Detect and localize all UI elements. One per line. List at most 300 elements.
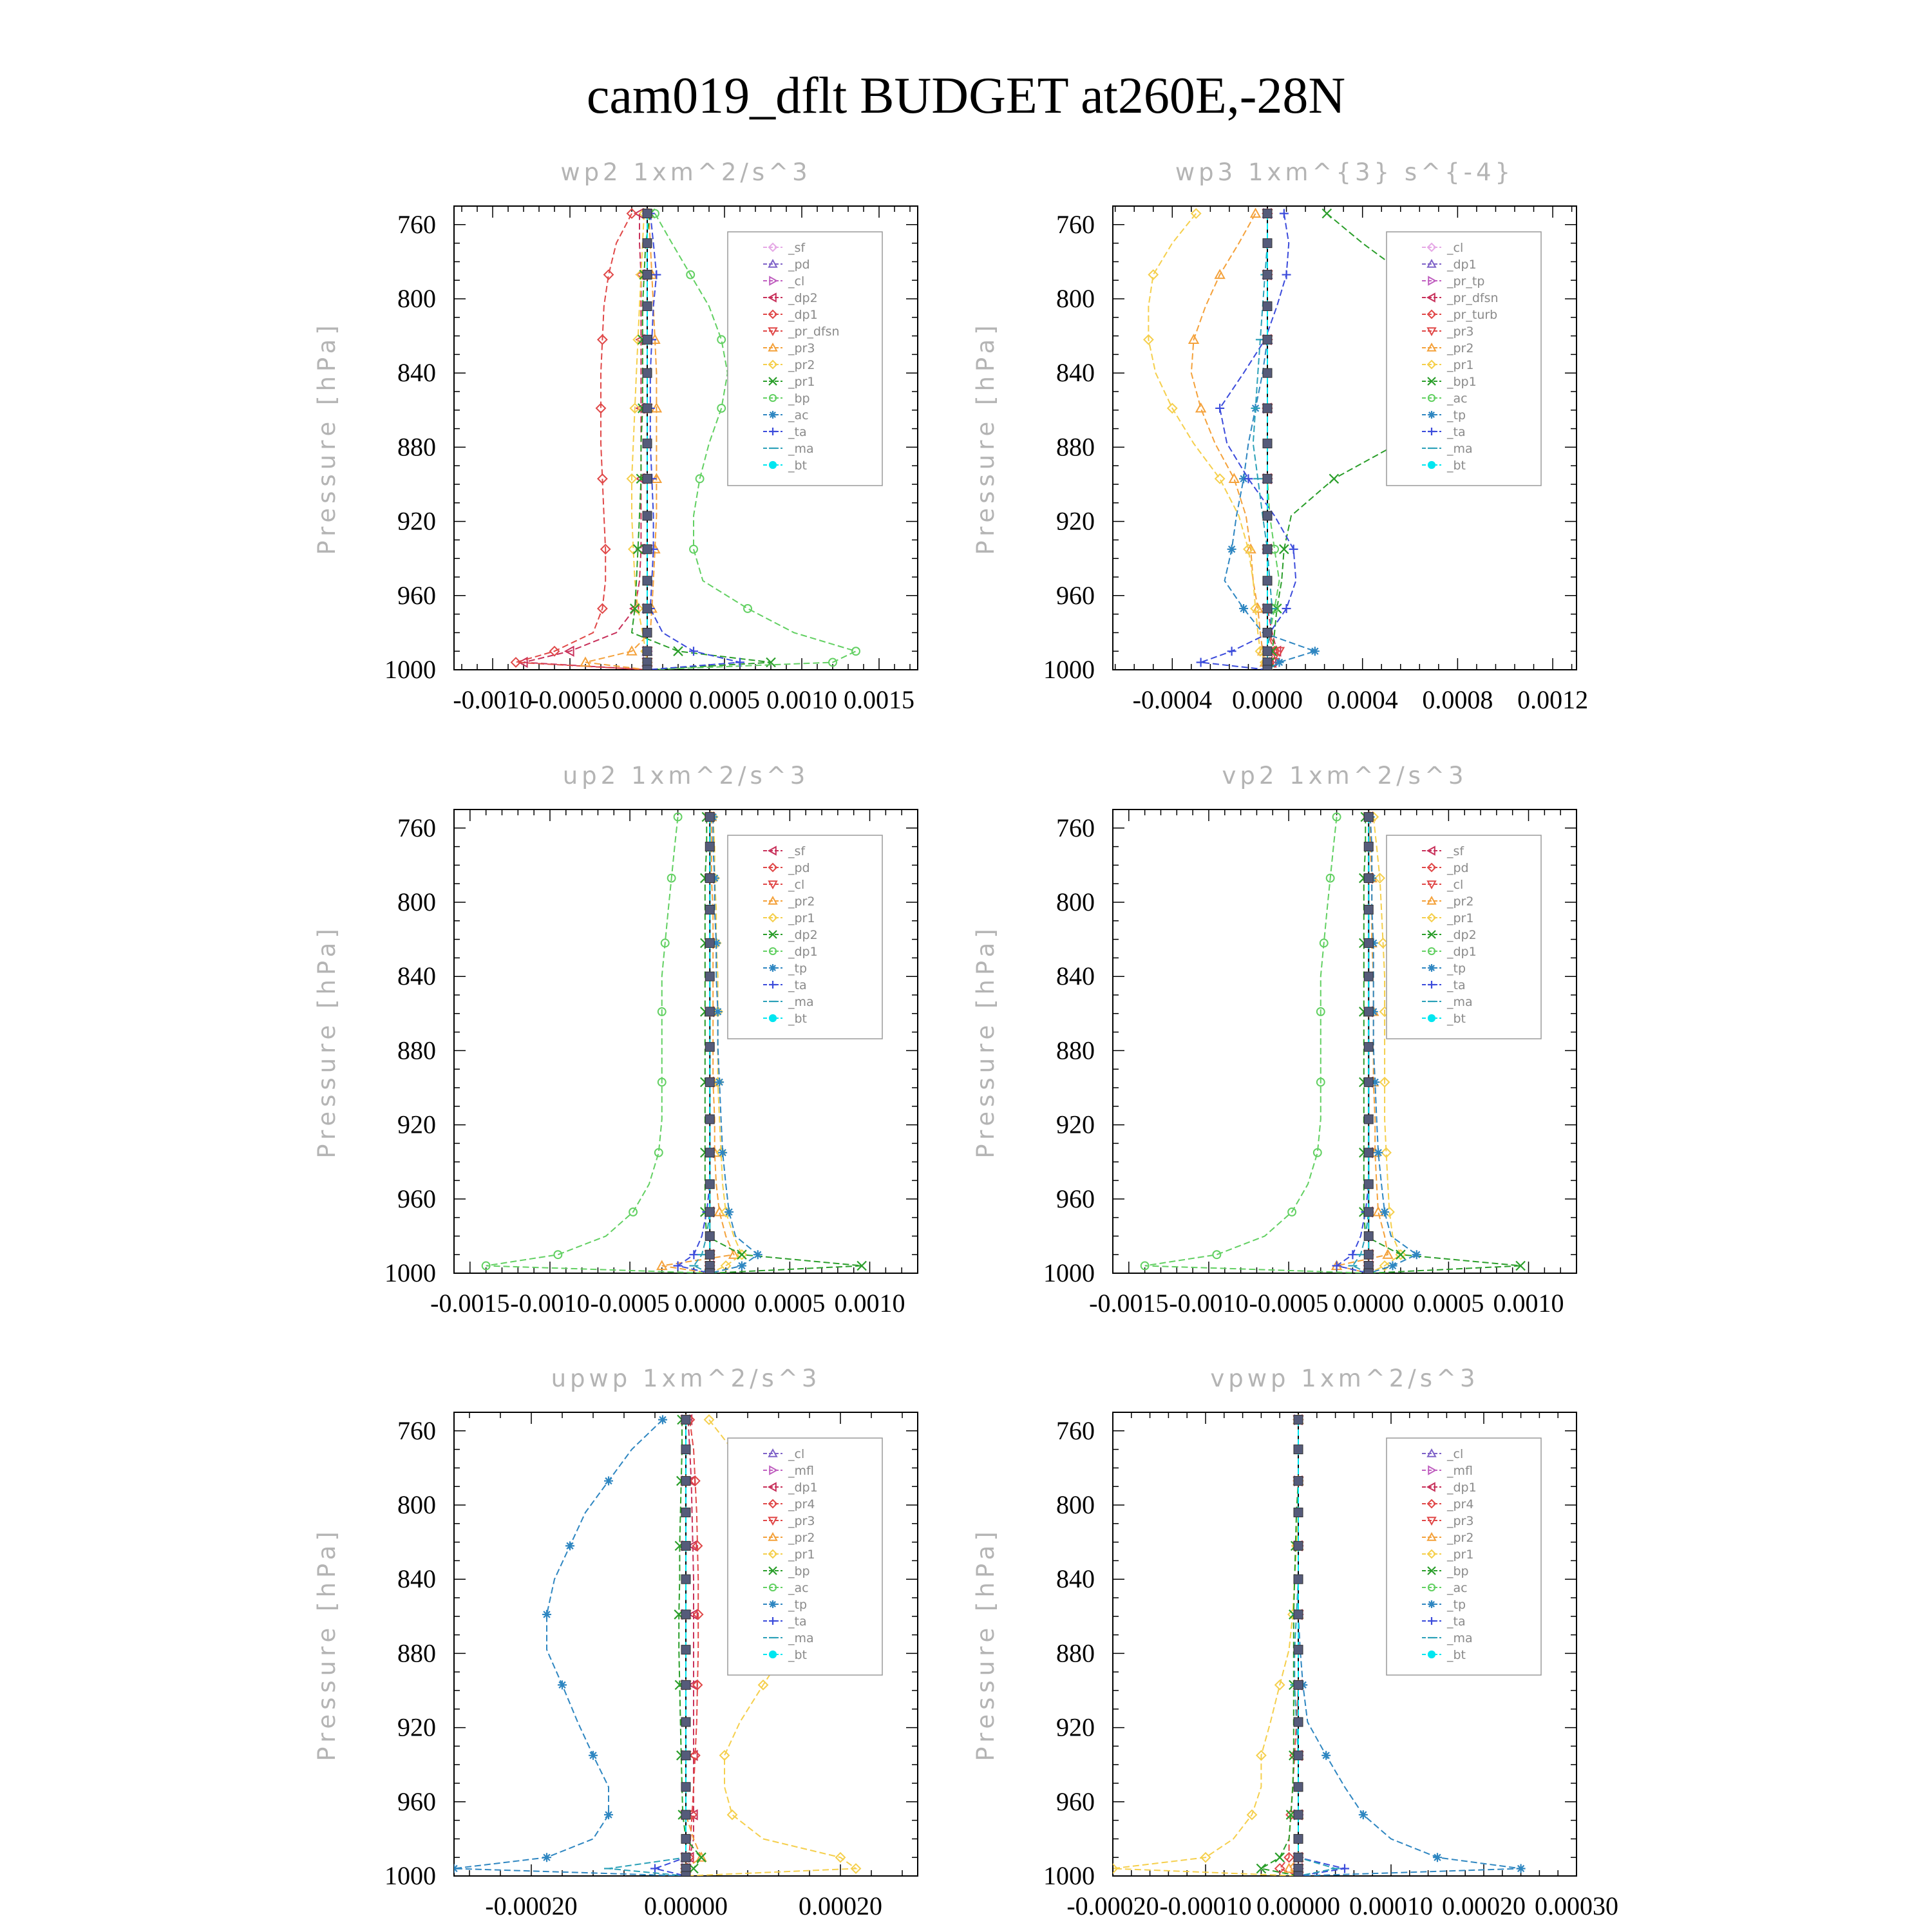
- legend-entry: _sf: [788, 844, 806, 858]
- zero-point-cluster: [643, 404, 652, 413]
- legend-entry: _pr4: [1447, 1497, 1474, 1511]
- zero-point-cluster: [1294, 1853, 1303, 1862]
- zero-point-cluster: [705, 1250, 714, 1259]
- data-point: [1412, 1250, 1421, 1259]
- zero-point-cluster: [643, 665, 652, 674]
- zero-point-cluster: [1263, 209, 1272, 218]
- legend-entry: _ma: [1447, 995, 1473, 1009]
- zero-point-cluster: [705, 874, 714, 883]
- legend-entry: _ac: [1447, 392, 1468, 406]
- legend-entry: _pr3: [788, 1514, 815, 1528]
- chart-panel-up2: [313, 762, 918, 1318]
- y-tick-label: 1000: [1043, 1258, 1095, 1287]
- zero-point-cluster: [681, 1718, 690, 1727]
- panel-title: vpwp 1xm^2/s^3: [1210, 1365, 1479, 1392]
- legend-entry: _bt: [1447, 1648, 1466, 1662]
- legend-entry: _ma: [1447, 1631, 1473, 1645]
- zero-point-cluster: [681, 1834, 690, 1843]
- zero-point-cluster: [1364, 1148, 1373, 1157]
- zero-point-cluster: [1263, 270, 1272, 279]
- legend-entry: _mfl: [1447, 1464, 1473, 1478]
- legend-marker: [770, 1015, 776, 1021]
- zero-point-cluster: [1263, 474, 1272, 483]
- zero-point-cluster: [705, 1269, 714, 1278]
- zero-point-cluster: [681, 1541, 690, 1550]
- legend-entry: _pr2: [1447, 895, 1474, 909]
- y-tick-label: 880: [397, 432, 436, 462]
- data-point: [1388, 1261, 1397, 1270]
- legend-entry: _tp: [788, 961, 808, 976]
- legend-marker: [1428, 1600, 1435, 1608]
- data-point: [1197, 404, 1206, 412]
- legend-marker: [769, 411, 777, 419]
- x-tick-label: 0.00020: [799, 1891, 882, 1920]
- zero-point-cluster: [681, 1871, 690, 1880]
- legend-entry: _pr1: [788, 375, 815, 389]
- zero-point-cluster: [643, 474, 652, 483]
- legend-entry: _pr2: [788, 358, 815, 372]
- zero-point-cluster: [643, 647, 652, 656]
- panel-title: upwp 1xm^2/s^3: [551, 1365, 821, 1392]
- zero-point-cluster: [1364, 1180, 1373, 1189]
- y-tick-label: 920: [1056, 1712, 1095, 1742]
- data-point: [542, 1610, 551, 1619]
- zero-point-cluster: [1364, 813, 1373, 822]
- zero-point-cluster: [681, 1610, 690, 1619]
- y-axis-label: Pressure [hPa]: [972, 924, 999, 1159]
- data-point: [1227, 545, 1236, 554]
- zero-point-cluster: [705, 1180, 714, 1189]
- zero-point-cluster: [1364, 874, 1373, 883]
- chart-panel-upwp: [313, 1365, 918, 1920]
- y-tick-label: 1000: [384, 1861, 436, 1890]
- zero-point-cluster: [643, 368, 652, 377]
- legend-entry: _ma: [788, 1631, 814, 1645]
- zero-point-cluster: [681, 1783, 690, 1792]
- x-tick-label: -0.0010: [510, 1289, 590, 1318]
- zero-point-cluster: [705, 1007, 714, 1016]
- data-point: [1251, 209, 1260, 218]
- legend-entry: _dp2: [1447, 928, 1477, 942]
- data-point: [1311, 647, 1320, 656]
- zero-point-cluster: [681, 1575, 690, 1584]
- x-tick-label: -0.0010: [1169, 1289, 1249, 1318]
- legend: [1387, 232, 1541, 486]
- y-tick-label: 1000: [1043, 655, 1095, 684]
- data-point: [450, 1864, 459, 1873]
- y-tick-label: 760: [397, 813, 436, 842]
- zero-point-cluster: [705, 1077, 714, 1086]
- legend-entry: _pr2: [788, 1531, 815, 1545]
- data-point: [1275, 1853, 1284, 1862]
- zero-point-cluster: [705, 842, 714, 851]
- x-tick-label: 0.00030: [1535, 1891, 1618, 1920]
- y-tick-label: 760: [1056, 813, 1095, 842]
- legend-entry: _ta: [1447, 425, 1466, 439]
- zero-point-cluster: [1294, 1783, 1303, 1792]
- legend-entry: _dp1: [788, 945, 818, 959]
- data-point: [1322, 209, 1331, 218]
- panel-title: wp2 1xm^2/s^3: [560, 158, 811, 186]
- x-tick-label: 0.0005: [754, 1289, 826, 1318]
- legend-entry: _cl: [1447, 241, 1464, 255]
- legend-entry: _pr1: [788, 1548, 815, 1562]
- x-tick-label: 0.00000: [644, 1891, 728, 1920]
- y-axis-label: Pressure [hPa]: [313, 321, 341, 555]
- legend-entry: _dp2: [788, 291, 818, 305]
- legend-entry: _dp1: [1447, 258, 1477, 272]
- series-line-pr1: [1148, 214, 1267, 670]
- zero-point-cluster: [643, 209, 652, 218]
- y-tick-label: 760: [397, 1416, 436, 1445]
- zero-point-cluster: [1364, 1043, 1373, 1052]
- series-line-pr2: [1191, 214, 1267, 670]
- data-point: [650, 1864, 659, 1873]
- legend-entry: _pr_turb: [1447, 308, 1498, 322]
- zero-point-cluster: [1294, 1871, 1303, 1880]
- x-tick-label: 0.0010: [1493, 1289, 1564, 1318]
- zero-point-cluster: [1364, 1007, 1373, 1016]
- zero-point-cluster: [1364, 1250, 1373, 1259]
- zero-point-cluster: [1294, 1541, 1303, 1550]
- y-tick-label: 800: [1056, 1490, 1095, 1519]
- y-tick-label: 760: [1056, 209, 1095, 239]
- zero-point-cluster: [1263, 628, 1272, 637]
- legend-entry: _pd: [788, 861, 810, 875]
- zero-point-cluster: [1364, 1231, 1373, 1240]
- zero-point-cluster: [1294, 1575, 1303, 1584]
- data-point: [1396, 1250, 1405, 1259]
- zero-point-cluster: [1263, 404, 1272, 413]
- data-point: [1517, 1864, 1526, 1873]
- legend-entry: _pr_tp: [1447, 274, 1485, 289]
- legend-entry: _pr_dfsn: [1447, 291, 1499, 305]
- series-line-dp2: [524, 214, 647, 670]
- data-point: [689, 647, 698, 656]
- zero-point-cluster: [681, 1477, 690, 1486]
- legend-entry: _pr1: [1447, 911, 1474, 925]
- legend-marker: [1428, 411, 1435, 419]
- legend-entry: _ac: [1447, 1581, 1468, 1595]
- legend-entry: _tp: [1447, 408, 1466, 422]
- legend-entry: _ma: [1447, 442, 1473, 456]
- y-tick-label: 760: [1056, 1416, 1095, 1445]
- legend-entry: _bt: [788, 459, 808, 473]
- y-tick-label: 960: [1056, 1786, 1095, 1816]
- legend-entry: _bt: [1447, 1012, 1466, 1026]
- legend-entry: _pd: [788, 258, 810, 272]
- chart-panel-wp3: [972, 158, 1588, 714]
- zero-point-cluster: [1263, 302, 1272, 311]
- legend-entry: _tp: [1447, 1598, 1466, 1612]
- zero-point-cluster: [681, 1751, 690, 1760]
- zero-point-cluster: [705, 972, 714, 981]
- data-point: [1329, 474, 1338, 483]
- zero-point-cluster: [1294, 1680, 1303, 1689]
- y-tick-label: 1000: [384, 655, 436, 684]
- zero-point-cluster: [705, 1208, 714, 1217]
- panel-title: vp2 1xm^2/s^3: [1222, 762, 1468, 790]
- legend: [1387, 1438, 1541, 1675]
- data-point: [542, 1853, 551, 1862]
- data-point: [737, 1261, 746, 1270]
- legend-entry: _tp: [788, 1598, 808, 1612]
- series-line-pr1: [1113, 1420, 1298, 1876]
- data-point: [1280, 209, 1289, 218]
- legend-entry: _cl: [788, 878, 805, 892]
- legend-entry: _cl: [788, 274, 805, 289]
- zero-point-cluster: [1364, 1208, 1373, 1217]
- zero-point-cluster: [1364, 938, 1373, 947]
- data-point: [1380, 1208, 1389, 1217]
- data-point: [744, 605, 752, 612]
- x-tick-label: 0.0008: [1422, 685, 1493, 714]
- data-point: [1282, 270, 1291, 279]
- legend-marker: [769, 964, 777, 972]
- x-tick-label: 0.0005: [1413, 1289, 1484, 1318]
- figure-title: cam019_dflt BUDGET at260E,-28N: [586, 68, 1346, 124]
- x-tick-label: -0.0010: [453, 685, 533, 714]
- data-point: [558, 1680, 567, 1689]
- y-tick-label: 920: [397, 1110, 436, 1139]
- panel-title: wp3 1xm^{3} s^{-4}: [1175, 158, 1515, 186]
- chart-panel-vp2: [972, 762, 1577, 1318]
- legend-entry: _pr_dfsn: [788, 325, 840, 339]
- zero-point-cluster: [681, 1445, 690, 1454]
- legend: [728, 835, 882, 1039]
- x-tick-label: 0.0010: [834, 1289, 905, 1318]
- data-point: [1289, 545, 1298, 554]
- data-point: [852, 647, 860, 655]
- data-point: [674, 647, 683, 656]
- series-line-ta: [1201, 214, 1296, 670]
- zero-point-cluster: [1294, 1445, 1303, 1454]
- y-tick-label: 840: [1056, 1564, 1095, 1594]
- y-tick-label: 1000: [1043, 1861, 1095, 1890]
- legend-entry: _dp1: [1447, 1481, 1477, 1495]
- zero-point-cluster: [1294, 1834, 1303, 1843]
- y-axis-label: Pressure [hPa]: [972, 1527, 999, 1761]
- zero-point-cluster: [1263, 368, 1272, 377]
- legend-entry: _pr1: [788, 911, 815, 925]
- legend-entry: _cl: [1447, 878, 1464, 892]
- zero-point-cluster: [643, 439, 652, 448]
- x-tick-label: -0.0015: [430, 1289, 510, 1318]
- y-tick-label: 880: [1056, 432, 1095, 462]
- legend-marker: [770, 462, 776, 468]
- data-point: [715, 1077, 724, 1086]
- zero-point-cluster: [705, 1231, 714, 1240]
- y-tick-label: 800: [397, 284, 436, 313]
- legend-entry: _pr3: [1447, 1514, 1474, 1528]
- data-point: [1348, 1250, 1357, 1259]
- legend: [728, 232, 882, 486]
- data-point: [1213, 1251, 1220, 1258]
- y-axis-label: Pressure [hPa]: [972, 321, 999, 555]
- x-tick-label: 0.0015: [844, 685, 914, 714]
- x-tick-label: -0.0005: [530, 685, 610, 714]
- legend-entry: _pr2: [1447, 341, 1474, 355]
- legend-entry: _ta: [1447, 1615, 1466, 1629]
- series-line-dp1: [486, 817, 710, 1273]
- zero-point-cluster: [705, 938, 714, 947]
- y-tick-label: 880: [397, 1638, 436, 1668]
- zero-point-cluster: [1294, 1718, 1303, 1727]
- legend-entry: _dp2: [788, 928, 818, 942]
- series-line-ta: [647, 214, 740, 670]
- y-axis-label: Pressure [hPa]: [313, 1527, 341, 1761]
- x-tick-label: 0.00010: [1349, 1891, 1433, 1920]
- zero-point-cluster: [681, 1416, 690, 1425]
- x-tick-label: 0.0000: [1333, 1289, 1405, 1318]
- chart-panels: [313, 158, 1618, 1920]
- legend-entry: _ta: [1447, 978, 1466, 992]
- legend-entry: _bt: [788, 1648, 808, 1662]
- zero-point-cluster: [643, 302, 652, 311]
- zero-point-cluster: [1364, 1077, 1373, 1086]
- data-point: [1215, 474, 1224, 483]
- zero-point-cluster: [643, 576, 652, 585]
- zero-point-cluster: [1364, 905, 1373, 914]
- x-tick-label: 0.0012: [1517, 685, 1589, 714]
- data-point: [1282, 604, 1291, 613]
- zero-point-cluster: [1294, 1751, 1303, 1760]
- y-tick-label: 840: [1056, 358, 1095, 388]
- zero-point-cluster: [1263, 511, 1272, 520]
- zero-point-cluster: [1294, 1610, 1303, 1619]
- legend-entry: _tp: [1447, 961, 1466, 976]
- zero-point-cluster: [1263, 665, 1272, 674]
- y-axis-label: Pressure [hPa]: [313, 924, 341, 1159]
- zero-point-cluster: [1364, 972, 1373, 981]
- legend-entry: _pr1: [1447, 358, 1474, 372]
- zero-point-cluster: [1263, 545, 1272, 554]
- y-tick-label: 880: [1056, 1036, 1095, 1065]
- legend-entry: _bt: [788, 1012, 808, 1026]
- zero-point-cluster: [1294, 1645, 1303, 1654]
- legend-entry: _pd: [1447, 861, 1469, 875]
- y-tick-label: 920: [397, 506, 436, 536]
- y-tick-label: 1000: [384, 1258, 436, 1287]
- zero-point-cluster: [643, 239, 652, 248]
- legend-entry: _cl: [1447, 1447, 1464, 1461]
- data-point: [565, 1541, 574, 1550]
- y-tick-label: 920: [397, 1712, 436, 1742]
- legend-entry: _pr1: [1447, 1548, 1474, 1562]
- legend-entry: _ma: [788, 995, 814, 1009]
- x-tick-label: 0.0000: [1232, 685, 1303, 714]
- series-line-ma: [609, 1420, 686, 1876]
- data-point: [1215, 404, 1224, 413]
- series-line-dp1: [1145, 817, 1369, 1273]
- data-point: [1433, 1853, 1442, 1862]
- legend-entry: _bp1: [1447, 375, 1477, 389]
- series-line-dp1: [516, 214, 647, 670]
- zero-point-cluster: [643, 511, 652, 520]
- series-line-tp: [454, 1420, 686, 1876]
- x-tick-label: -0.0015: [1089, 1289, 1169, 1318]
- data-point: [604, 1810, 613, 1819]
- legend-marker: [769, 1600, 777, 1608]
- legend-entry: _bp: [788, 1564, 810, 1578]
- series-line-ta: [1298, 1420, 1345, 1876]
- zero-point-cluster: [643, 335, 652, 344]
- y-tick-label: 760: [397, 209, 436, 239]
- legend-entry: _dp1: [788, 1481, 818, 1495]
- y-tick-label: 880: [1056, 1638, 1095, 1668]
- data-point: [1340, 1864, 1349, 1873]
- y-tick-label: 840: [1056, 961, 1095, 991]
- legend-entry: _pr3: [788, 341, 815, 355]
- x-tick-label: 0.0000: [674, 1289, 746, 1318]
- legend-entry: _ta: [788, 978, 807, 992]
- y-tick-label: 840: [397, 961, 436, 991]
- legend-entry: _cl: [788, 1447, 805, 1461]
- zero-point-cluster: [705, 905, 714, 914]
- y-tick-label: 800: [397, 1490, 436, 1519]
- zero-point-cluster: [1364, 1115, 1373, 1124]
- zero-point-cluster: [643, 604, 652, 613]
- zero-point-cluster: [681, 1645, 690, 1654]
- zero-point-cluster: [705, 813, 714, 822]
- zero-point-cluster: [1263, 647, 1272, 656]
- zero-point-cluster: [681, 1810, 690, 1819]
- legend-entry: _ta: [788, 425, 807, 439]
- data-point: [658, 1416, 667, 1425]
- zero-point-cluster: [1263, 239, 1272, 248]
- zero-point-cluster: [643, 270, 652, 279]
- x-tick-label: 0.0004: [1327, 685, 1398, 714]
- y-tick-label: 960: [397, 580, 436, 610]
- legend-entry: _pr3: [1447, 325, 1474, 339]
- legend-marker: [1428, 1651, 1435, 1658]
- zero-point-cluster: [1364, 1269, 1373, 1278]
- zero-point-cluster: [1294, 1477, 1303, 1486]
- zero-point-cluster: [705, 1043, 714, 1052]
- zero-point-cluster: [1263, 335, 1272, 344]
- legend-entry: _bp: [788, 392, 810, 406]
- legend-marker: [1428, 462, 1435, 468]
- x-tick-label: 0.0005: [689, 685, 760, 714]
- data-point: [737, 1250, 746, 1259]
- y-tick-label: 800: [397, 887, 436, 916]
- legend-marker: [770, 1651, 776, 1658]
- y-tick-label: 960: [1056, 580, 1095, 610]
- legend-entry: _bt: [1447, 459, 1466, 473]
- legend: [728, 1438, 882, 1675]
- y-tick-label: 800: [1056, 284, 1095, 313]
- zero-point-cluster: [1294, 1810, 1303, 1819]
- x-tick-label: 0.00020: [1442, 1891, 1526, 1920]
- legend-entry: _pr4: [788, 1497, 815, 1511]
- data-point: [589, 1751, 598, 1760]
- zero-point-cluster: [1263, 576, 1272, 585]
- legend-entry: _ac: [788, 408, 809, 422]
- zero-point-cluster: [705, 1148, 714, 1157]
- y-tick-label: 960: [397, 1786, 436, 1816]
- data-point: [1229, 474, 1238, 482]
- legend-entry: _pr2: [788, 895, 815, 909]
- legend-entry: _sf: [788, 241, 806, 255]
- data-point: [604, 1477, 613, 1486]
- x-tick-label: -0.0005: [590, 1289, 670, 1318]
- y-tick-label: 920: [1056, 506, 1095, 536]
- y-tick-label: 840: [397, 1564, 436, 1594]
- data-point: [689, 1250, 698, 1259]
- series-line-pr2: [662, 817, 734, 1273]
- y-tick-label: 800: [1056, 887, 1095, 916]
- zero-point-cluster: [1263, 604, 1272, 613]
